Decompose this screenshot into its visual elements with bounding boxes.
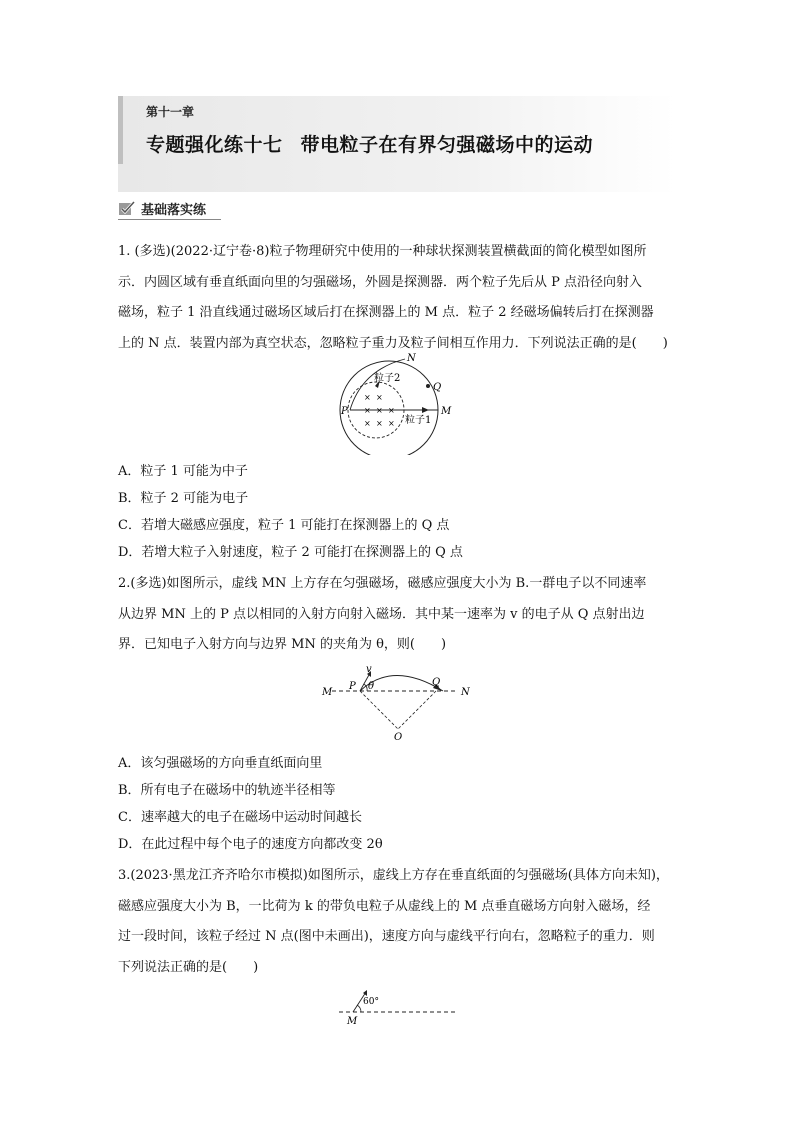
radius-qo (398, 691, 436, 729)
label-particle-1: 粒子1 (405, 415, 432, 426)
question-2-line: 2.(多选)如图所示，虚线 MN 上方存在匀强磁场，磁感应强度大小为 B.一群电子以不同速率 (118, 576, 647, 591)
question-2-line: 从边界 MN 上的 P 点以相同的入射方向射入磁场．其中某一速率为 v 的电子从 Q 点射出边 (118, 606, 645, 622)
question-1-line: 磁场，粒子 1 沿直线通过磁场区域后打在探测器上的 M 点．粒子 2 经磁场偏转后打在探测器 (118, 305, 654, 320)
label-q: Q (432, 677, 441, 688)
field-mark: × (376, 406, 383, 415)
section-heading (118, 198, 206, 218)
label-n: N (407, 353, 416, 364)
label-n: N (461, 687, 470, 698)
label-particle-2: 粒子2 (374, 373, 401, 384)
field-mark: × (388, 419, 395, 428)
field-mark: × (364, 393, 371, 402)
question-3-line: 3.(2023·黑龙江齐齐哈尔市模拟)如图所示，虚线上方存在垂直纸面的匀强磁场(具体方向未知)， (118, 868, 669, 883)
question-1-line: 1. (多选)(2022·辽宁卷·8)粒子物理研究中使用的一种球状探测装置横截面的简化模型如图所 (118, 244, 647, 259)
question-3-figure (335, 990, 460, 1028)
question-2-figure (318, 660, 478, 742)
particle-1-arrow (422, 407, 429, 413)
label-p: P (349, 681, 356, 692)
field-mark: × (376, 419, 383, 428)
question-1-option-b: B．粒子 2 可能为电子 (118, 491, 249, 506)
question-2-option-a: A．该匀强磁场的方向垂直纸面向里 (118, 756, 323, 771)
question-1-option-a: A．粒子 1 可能为中子 (118, 464, 248, 479)
title-part-1: 专题强化练十七 (146, 134, 283, 156)
question-1-text (118, 237, 678, 359)
label-m: M (347, 1016, 358, 1027)
field-mark: × (388, 406, 395, 415)
label-q: Q (433, 382, 442, 393)
label-p: P (341, 406, 348, 417)
question-2-option-c: C．速率越大的电子在磁场中运动时间越长 (118, 810, 362, 825)
question-2-option-b: B．所有电子在磁场中的轨迹半径相等 (118, 783, 336, 798)
checkmark-note-icon (118, 200, 136, 216)
field-mark: × (376, 393, 383, 402)
section-label: 基础落实练 (141, 202, 207, 218)
question-1-line: 上的 N 点．装置内部为真空状态，忽略粒子重力及粒子间相互作用力．下列说法正确的是( ) (118, 335, 668, 351)
label-theta: θ (368, 681, 375, 692)
question-2-option-d: D．在此过程中每个电子的速度方向都改变 2θ (118, 837, 383, 852)
header-accent-bar (118, 96, 123, 164)
label-v: v (366, 664, 372, 675)
question-1-figure (330, 350, 470, 455)
question-3-line: 磁感应强度大小为 B，一比荷为 k 的带负电粒子从虚线上的 M 点垂直磁场方向射入磁场，经 (118, 898, 651, 914)
question-1-line: 示．内圆区域有垂直纸面向里的匀强磁场，外圆是探测器．两个粒子先后从 P 点沿径向射入 (118, 274, 643, 290)
chapter-label: 第十一章 (146, 105, 195, 119)
angle-arc (357, 1005, 361, 1012)
page-title (146, 130, 593, 157)
field-mark: × (364, 419, 371, 428)
point-q-dot (426, 384, 430, 388)
label-m: M (322, 687, 333, 698)
field-mark: × (364, 406, 371, 415)
label-m: M (441, 406, 452, 417)
question-1-option-c: C．若增大磁感应强度，粒子 1 可能打在探测器上的 Q 点 (118, 518, 450, 533)
question-3-line: 下列说法正确的是( ) (118, 959, 259, 975)
title-part-2: 带电粒子在有界匀强磁场中的运动 (300, 134, 594, 156)
question-1-option-d: D．若增大粒子入射速度，粒子 2 可能打在探测器上的 Q 点 (118, 545, 463, 560)
label-angle: 60° (363, 997, 379, 1007)
question-3-text (118, 861, 678, 983)
question-3-line: 过一段时间，该粒子经过 N 点(图中未画出)，速度方向与虚线平行向右，忽略粒子的重力．则 (118, 929, 655, 944)
section-underline (118, 219, 221, 220)
radius-po (360, 691, 398, 729)
label-o: O (394, 732, 403, 742)
question-2-text (118, 569, 678, 661)
question-2-line: 界．已知电子入射方向与边界 MN 的夹角为 θ，则( ) (118, 637, 447, 652)
